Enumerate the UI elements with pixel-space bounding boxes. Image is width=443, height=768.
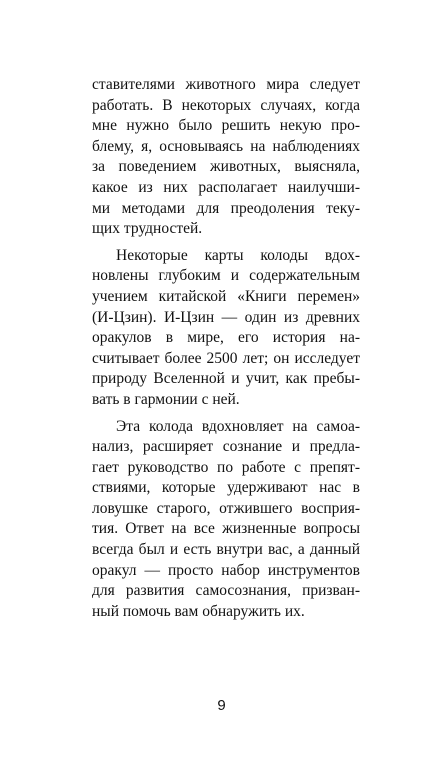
text-line: какое из них располагает наилучши- — [92, 178, 360, 196]
text-line: природу Вселенной и учит, как пребы- — [92, 370, 360, 388]
body-text — [92, 75, 360, 622]
text-line: ный помочь вам обнаружить их. — [92, 602, 305, 620]
text-line: ловушке старого, отжившего восприя- — [92, 499, 360, 517]
text-line: оракулов в мире, его история на- — [92, 329, 360, 347]
page-number: 9 — [217, 697, 226, 714]
text-line: Некоторые карты колоды вдох- — [116, 246, 360, 264]
text-line: учением китайской «Книги перемен» — [92, 287, 360, 305]
text-line: новлены глубоким и содержательным — [92, 267, 360, 285]
text-line: блему, я, основываясь на наблюдениях — [92, 137, 360, 155]
text-line: нализ, расширяет сознание и предла- — [92, 438, 360, 456]
paragraph-2 — [92, 246, 360, 411]
text-line: щих трудностей. — [92, 220, 203, 238]
paragraph-1 — [92, 75, 360, 240]
text-line: всегда был и есть внутри вас, а данный — [92, 541, 360, 559]
text-line: ствиями, которые удерживают нас в — [92, 479, 360, 497]
text-line: работать. В некоторых случаях, когда — [92, 96, 360, 114]
text-line: гает руководство по работе с препят- — [92, 458, 360, 476]
paragraph-3 — [92, 417, 360, 623]
text-line: считывает более 2500 лет; он исследует — [92, 349, 360, 367]
text-line: для развития самосознания, призван- — [92, 582, 360, 600]
text-line: за поведением животных, выясняла, — [92, 158, 360, 176]
text-line: ми методами для преодоления теку- — [92, 199, 360, 217]
text-line: тия. Ответ на все жизненные вопросы — [92, 520, 360, 538]
text-line: Эта колода вдохновляет на самоа- — [116, 417, 360, 435]
text-line: оракул — просто набор инструментов — [92, 561, 360, 579]
text-line: вать в гармонии с ней. — [92, 390, 240, 408]
text-line: мне нужно было решить некую про- — [92, 117, 360, 135]
text-line: ставителями животного мира следует — [92, 76, 360, 93]
text-line: (И-Цзин). И-Цзин — один из древних — [92, 308, 360, 326]
